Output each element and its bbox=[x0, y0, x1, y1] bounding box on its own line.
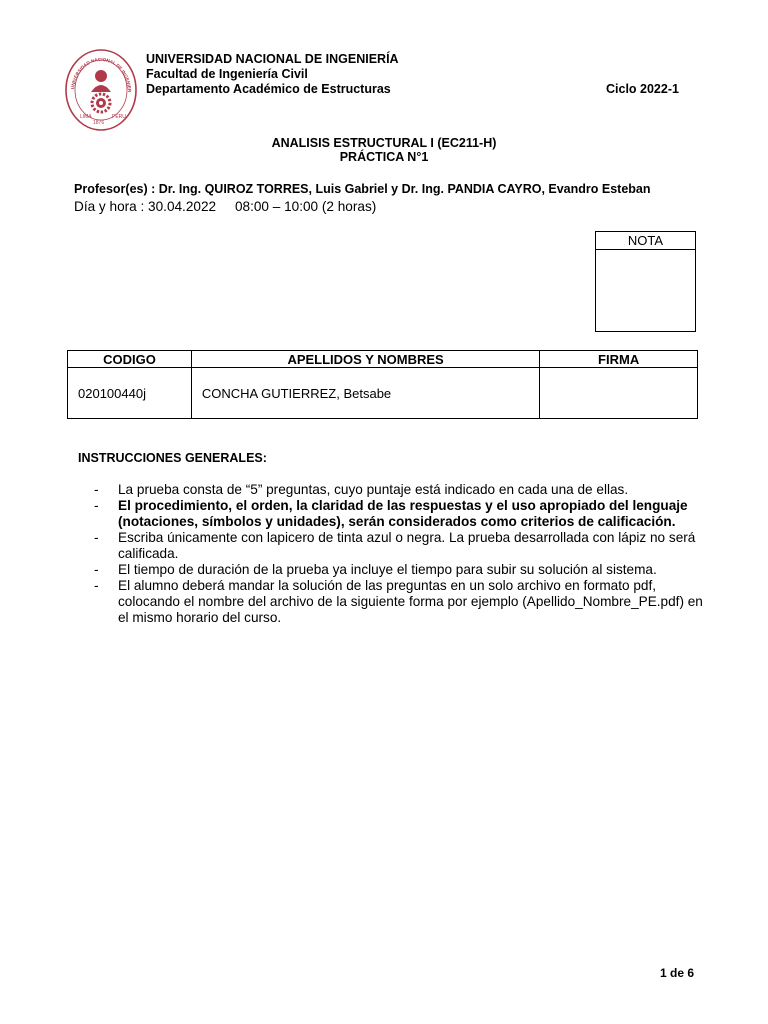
instruction-text: La prueba consta de “5” preguntas, cuyo puntaje está indicado en cada una de ellas. bbox=[118, 482, 629, 497]
page-number: 1 de 6 bbox=[660, 966, 695, 980]
header-code: CODIGO bbox=[68, 351, 192, 368]
header-name: APELLIDOS Y NOMBRES bbox=[191, 351, 539, 368]
table-header-row bbox=[68, 351, 698, 368]
student-code: 020100440j bbox=[68, 368, 192, 419]
student-signature bbox=[540, 368, 698, 419]
grade-label: NOTA bbox=[596, 232, 695, 250]
university-seal-icon bbox=[64, 48, 138, 132]
student-table bbox=[67, 350, 698, 419]
bullet: - bbox=[94, 498, 99, 513]
list-item bbox=[94, 498, 714, 530]
course-title: ANALISIS ESTRUCTURAL I (EC211-H) bbox=[271, 136, 497, 150]
instruction-text: El procedimiento, el orden, la claridad de las respuestas y el uso apropiado del lenguaje (notaciones, símbolos y unidades), serán considerados como criterios de calificación. bbox=[118, 498, 688, 529]
bullet: - bbox=[94, 482, 99, 497]
date-time-line: Día y hora : 30.04.2022 08:00 – 10:00 (2 horas) bbox=[74, 199, 377, 214]
list-item bbox=[94, 530, 714, 562]
table-row bbox=[68, 368, 698, 419]
list-item bbox=[94, 562, 714, 578]
student-name: CONCHA GUTIERREZ, Betsabe bbox=[191, 368, 539, 419]
professors-line: Profesor(es) : Dr. Ing. QUIROZ TORRES, Luis Gabriel y Dr. Ing. PANDIA CAYRO, Evandro Esteban bbox=[74, 182, 651, 196]
university-name: UNIVERSIDAD NACIONAL DE INGENIERÍA bbox=[146, 52, 399, 66]
list-item bbox=[94, 482, 714, 498]
grade-box bbox=[595, 231, 696, 332]
bullet: - bbox=[94, 578, 99, 593]
cycle-label: Ciclo 2022-1 bbox=[606, 82, 679, 96]
instruction-text: El tiempo de duración de la prueba ya incluye el tiempo para subir su solución al sistema. bbox=[118, 562, 657, 577]
practice-title: PRÁCTICA N°1 bbox=[339, 150, 429, 164]
seal-city: LIMA bbox=[80, 114, 92, 120]
bullet: - bbox=[94, 562, 99, 577]
header-signature: FIRMA bbox=[540, 351, 698, 368]
seal-country: PERU bbox=[112, 114, 126, 120]
instruction-text: El alumno deberá mandar la solución de las preguntas en un solo archivo en formato pdf, colocando el nombre del archivo de la siguiente forma por ejemplo (Apellido_Nombre_PE.pdf) en el mismo horario del curso. bbox=[118, 578, 703, 625]
department-name: Departamento Académico de Estructuras bbox=[146, 82, 391, 96]
seal-year: 1876 bbox=[93, 120, 105, 126]
instructions-title: INSTRUCCIONES GENERALES: bbox=[78, 451, 267, 465]
instruction-text: Escriba únicamente con lapicero de tinta azul o negra. La prueba desarrollada con lápiz no será calificada. bbox=[118, 530, 696, 561]
list-item bbox=[94, 578, 714, 626]
faculty-name: Facultad de Ingeniería Civil bbox=[146, 67, 308, 81]
bullet: - bbox=[94, 530, 99, 545]
instructions-list bbox=[94, 482, 714, 626]
seal-ring-text: UNIVERSIDAD NACIONAL DE INGENIER bbox=[70, 56, 133, 93]
